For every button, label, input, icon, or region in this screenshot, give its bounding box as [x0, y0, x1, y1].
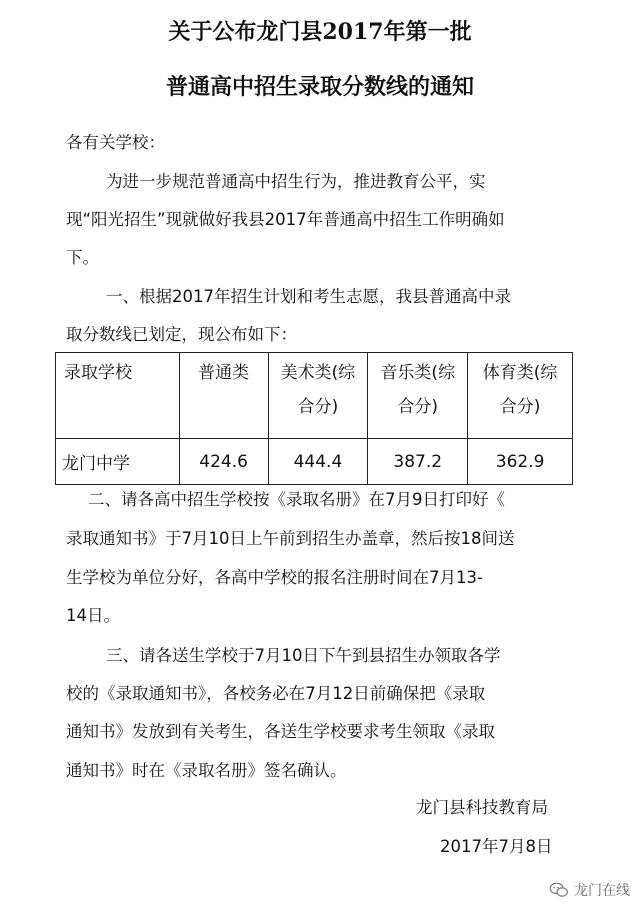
intro-line: 为进一步规范普通高中招生行为，推进教育公平，实: [106, 172, 486, 191]
header-cell-text: 美术类(综: [280, 363, 356, 383]
table-header-row: [56, 353, 573, 439]
cell-music-score: 387.2: [368, 439, 468, 485]
section2-line: 生学校为单位分好，各高中学校的报名注册时间在7月13-: [66, 568, 483, 587]
section3-line: 三、请各送生学校于7月10日下午到县招生办领取各学: [106, 646, 501, 665]
header-cell-text: 音乐类(综: [380, 363, 456, 383]
admission-score-table: [55, 352, 573, 485]
header-cell-general: [179, 353, 268, 439]
header-cell-music: [368, 353, 468, 439]
section1-line: 取分数线已划定，现公布如下：: [66, 325, 297, 344]
salutation: 各有关学校：: [66, 133, 165, 152]
section3-line: 通知书》时在《录取名册》签名确认。: [66, 761, 347, 780]
wechat-icon: [549, 882, 569, 898]
section2-line: 录取通知书》于7月10日上午前到招生办盖章，然后按18间送: [66, 529, 515, 548]
header-cell-sports: [468, 353, 573, 439]
intro-line: 下。: [66, 248, 99, 267]
section3-line: 校的《录取通知书》，各校务必在7月12日前确保把《录取: [66, 684, 486, 703]
issuing-organization: 龙门县科技教育局: [416, 798, 548, 817]
section2-line: 二、请各高中招生学校按《录取名册》在7月9日打印好《: [88, 490, 505, 509]
cell-sports-score: 362.9: [468, 439, 573, 485]
intro-line: 现“阳光招生”现就做好我县2017年普通高中招生工作明确如: [66, 210, 505, 229]
header-cell-text: 合分): [499, 397, 541, 417]
header-cell-text: 合分): [397, 397, 439, 417]
watermark-text: 龙门在线: [574, 883, 630, 899]
issue-date: 2017年7月8日: [440, 837, 553, 856]
header-cell-text: 体育类(综: [482, 363, 558, 383]
section1-line: 一、根据2017年招生计划和考生志愿，我县普通高中录: [106, 287, 511, 306]
section3-line: 通知书》发放到有关考生，各送生学校要求考生领取《录取: [66, 722, 495, 741]
notice-title-line-2: 普通高中招生录取分数线的通知: [165, 74, 474, 100]
watermark: [549, 880, 630, 900]
header-cell-art: [268, 353, 368, 439]
header-cell-text: 合分): [297, 397, 339, 417]
section2-line: 14日。: [66, 606, 120, 625]
cell-art-score: 444.4: [268, 439, 368, 485]
notice-title-line-1: 关于公布龙门县2017年第一批: [168, 19, 472, 45]
header-cell-text: 普通类: [198, 363, 250, 383]
cell-general-score: 424.6: [179, 439, 268, 485]
header-cell-school: [56, 353, 180, 439]
cell-school: 龙门中学: [56, 439, 180, 485]
header-cell-text: 录取学校: [64, 363, 132, 383]
table-row: [56, 439, 573, 485]
